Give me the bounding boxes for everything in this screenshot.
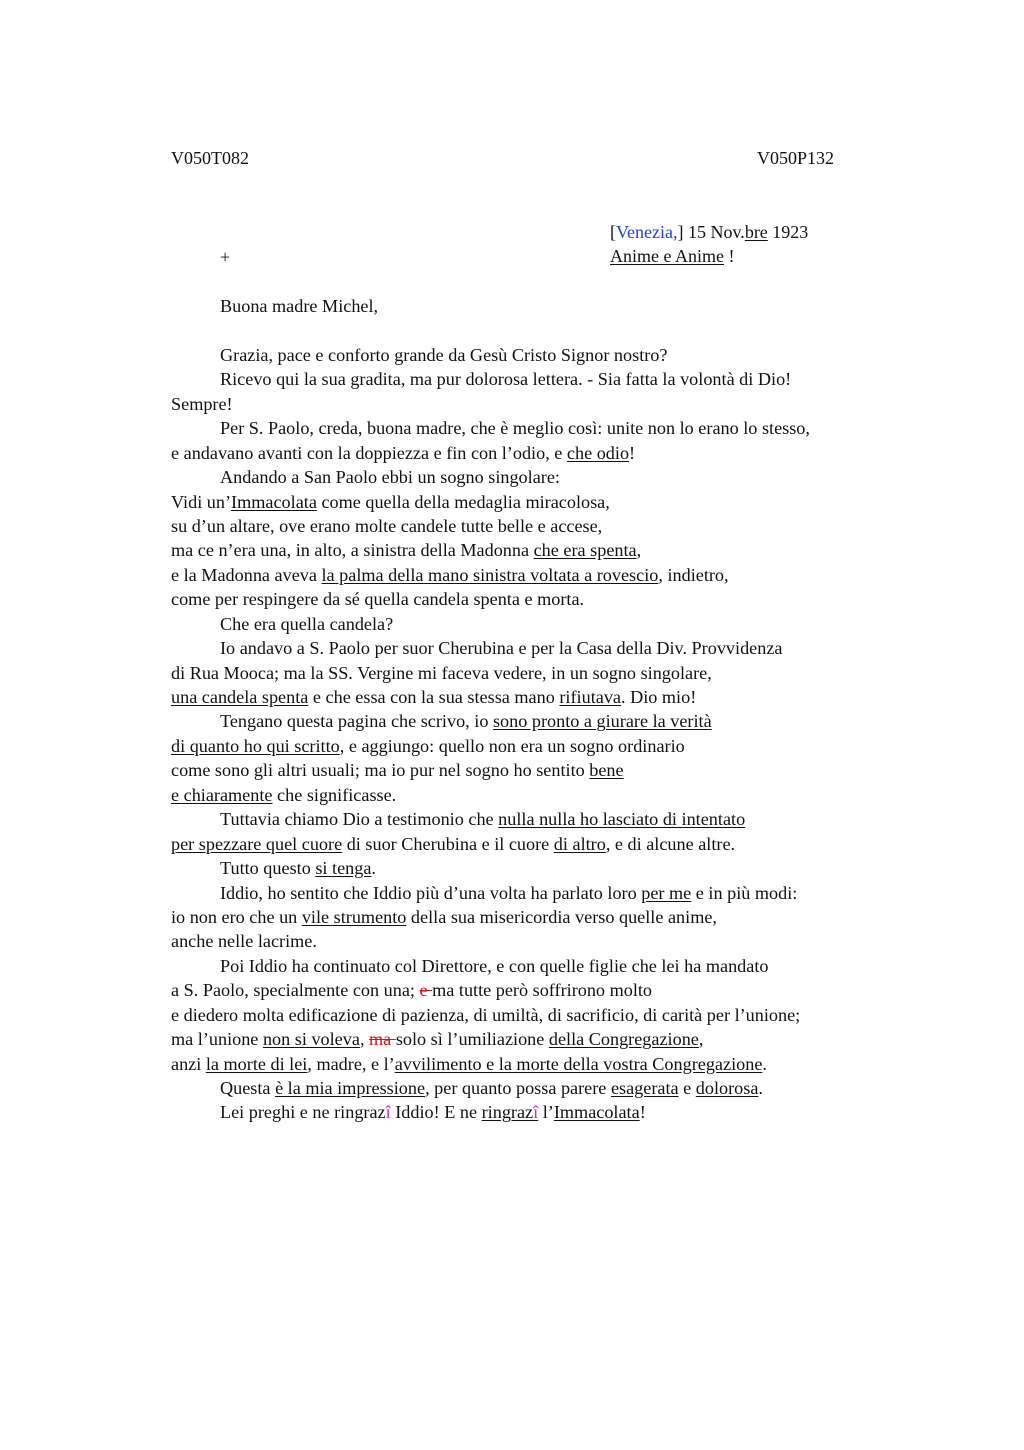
- motto-line: Anime e Anime !: [610, 246, 735, 267]
- text-line: Lei preghi e ne ringrazî Iddio! E ne ringrazî l’Immacolata!: [220, 1102, 646, 1123]
- dateline: [610, 220, 808, 269]
- blank-line: [171, 318, 971, 342]
- cross-mark: +: [220, 247, 231, 267]
- document-code-left: V050T082: [171, 148, 249, 168]
- motto: Anime e Anime: [610, 246, 724, 267]
- text-line: Che era quella candela?: [220, 613, 394, 634]
- text-line: Per S. Paolo, creda, buona madre, che è meglio così: unite non lo erano lo stesso,: [220, 418, 810, 439]
- text-line: e andavano avanti con la doppiezza e fin con l’odio, e che odio!: [171, 442, 636, 463]
- text-line: Ricevo qui la sua gradita, ma pur dolorosa lettera. - Sia fatta la volontà di Dio!: [220, 369, 792, 390]
- text-line: anzi la morte di lei, madre, e l’avvilimento e la morte della vostra Congregazione.: [171, 1053, 767, 1074]
- text-line: Questa è la mia impressione, per quanto possa parere esagerata e dolorosa.: [220, 1078, 763, 1098]
- text-line: a S. Paolo, specialmente con una; e ma tutte però soffrirono molto: [171, 980, 653, 1001]
- text-line: una candela spenta e che essa con la sua stessa mano rifiutava. Dio mio!: [171, 687, 697, 707]
- text-line: di Rua Mooca; ma la SS. Vergine mi faceva vedere, in un sogno singolare,: [171, 662, 712, 683]
- text-line: e chiaramente che significasse.: [171, 784, 397, 805]
- text-line: e la Madonna aveva la palma della mano sinistra voltata a rovescio, indietro,: [171, 564, 729, 585]
- text-line: Andando a San Paolo ebbi un sogno singolare:: [220, 467, 560, 488]
- accent-mark: î: [385, 1102, 391, 1123]
- salutation: Buona madre Michel,: [220, 296, 379, 316]
- text-line: su d’un altare, ove erano molte candele tutte belle e accese,: [171, 515, 603, 536]
- date-line: [Venezia,] 15 Nov.bre 1923: [610, 222, 809, 242]
- text-line: Iddio, ho sentito che Iddio più d’una volta ha parlato loro per me e in più modi:: [220, 882, 798, 903]
- text-line: Tengano questa pagina che scrivo, io sono pronto a giurare la verità: [220, 711, 712, 732]
- place-name: Venezia,: [616, 222, 678, 242]
- text-line: ma ce n’era una, in alto, a sinistra della Madonna che era spenta,: [171, 540, 642, 561]
- deleted-text: e: [419, 980, 433, 1001]
- text-line: di quanto ho qui scritto, e aggiungo: quello non era un sogno ordinario: [171, 735, 685, 756]
- text-line: Tutto questo si tenga.: [220, 858, 376, 879]
- text-line: Sempre!: [171, 393, 233, 414]
- text-line: Poi Iddio ha continuato col Direttore, e con quelle figlie che lei ha mandato: [220, 955, 769, 976]
- text-line: e diedero molta edificazione di pazienza, di umiltà, di sacrificio, di carità per l’unione;: [171, 1004, 801, 1025]
- text-line: per spezzare quel cuore di suor Cherubina e il cuore di altro, e di alcune altre.: [171, 833, 736, 854]
- deleted-text: ma: [369, 1029, 396, 1050]
- text-line: Vidi un’Immacolata come quella della medaglia miracolosa,: [171, 491, 610, 512]
- text-line: Tuttavia chiamo Dio a testimonio che nulla nulla ho lasciato di intentato: [220, 809, 746, 830]
- letter-body: [171, 294, 971, 1125]
- accent-mark: î: [533, 1102, 539, 1123]
- text-line: io non ero che un vile strumento della sua misericordia verso quelle anime,: [171, 906, 717, 927]
- text-line: ma l’unione non si voleva, ma solo sì l’umiliazione della Congregazione,: [171, 1029, 704, 1050]
- page-code-right: V050P132: [757, 148, 835, 168]
- text-line: Grazia, pace e conforto grande da Gesù Cristo Signor nostro?: [220, 344, 668, 365]
- text-line: come per respingere da sé quella candela spenta e morta.: [171, 589, 585, 610]
- text-line: come sono gli altri usuali; ma io pur nel sogno ho sentito bene: [171, 760, 624, 781]
- text-line: anche nelle lacrime.: [171, 931, 317, 952]
- text-line: Io andavo a S. Paolo per suor Cherubina e per la Casa della Div. Provvidenza: [220, 638, 783, 659]
